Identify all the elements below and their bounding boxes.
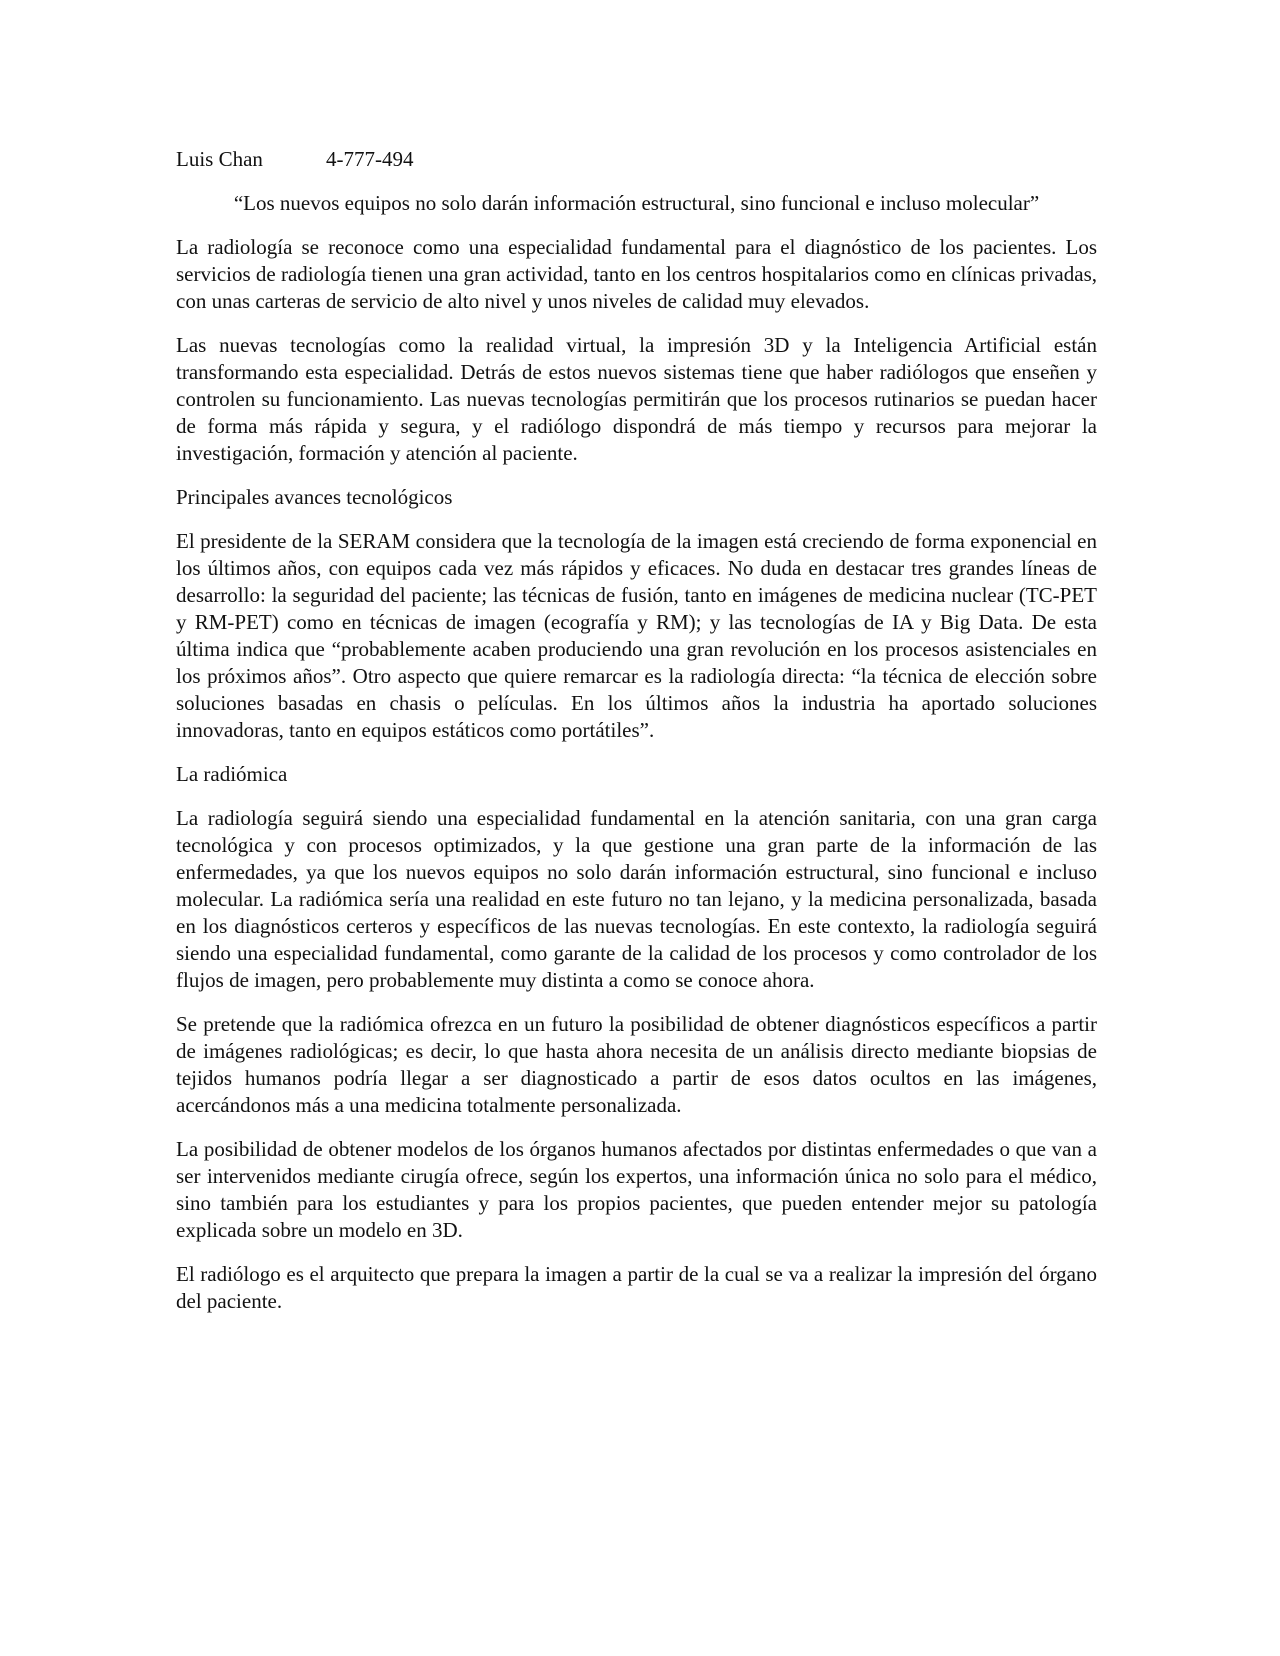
document-content	[176, 146, 1097, 1332]
paragraph-7: El radiólogo es el arquitecto que prepara la imagen a partir de la cual se va a realizar la impresión del órgano del paciente.	[176, 1262, 1097, 1313]
paragraph-1: La radiología se reconoce como una especialidad fundamental para el diagnóstico de los pacientes. Los servicios de radiología tienen una gran actividad, tanto en los centros hospitalarios como en clínicas privadas, con unas carteras de servicio de alto nivel y unos niveles de calidad muy elevados.	[176, 235, 1097, 313]
paragraph-5: Se pretende que la radiómica ofrezca en un futuro la posibilidad de obtener diagnósticos específicos a partir de imágenes radiológicas; es decir, lo que hasta ahora necesita de un análisis directo mediante biopsias de tejidos humanos podría llegar a ser diagnosticado a partir de esos datos ocultos en las imágenes, acercándonos más a una medicina totalmente personalizada.	[176, 1012, 1097, 1117]
paragraph-3: El presidente de la SERAM considera que la tecnología de la imagen está creciendo de forma exponencial en los últimos años, con equipos cada vez más rápidos y eficaces. No duda en destacar tres grandes líneas de desarrollo: la seguridad del paciente; las técnicas de fusión, tanto en imágenes de medicina nuclear (TC-PET y RM-PET) como en técnicas de imagen (ecografía y RM); y las tecnologías de IA y Big Data. De esta última indica que “probablemente acaben produciendo una gran revolución en los procesos asistenciales en los próximos años”. Otro aspecto que quiere remarcar es la radiología directa: “la técnica de elección sobre soluciones basadas en chasis o películas. En los últimos años la industria ha aportado soluciones innovadoras, tanto en equipos estáticos como portátiles”.	[176, 529, 1097, 742]
author-name: Luis Chan	[176, 147, 263, 171]
quote-line: “Los nuevos equipos no solo darán información estructural, sino funcional e incluso molecular”	[233, 191, 1040, 215]
paragraph-2: Las nuevas tecnologías como la realidad virtual, la impresión 3D y la Inteligencia Artificial están transformando esta especialidad. Detrás de estos nuevos sistemas tiene que haber radiólogos que enseñen y controlen su funcionamiento. Las nuevas tecnologías permitirán que los procesos rutinarios se puedan hacer de forma más rápida y segura, y el radiólogo dispondrá de más tiempo y recursos para mejorar la investigación, formación y atención al paciente.	[176, 333, 1097, 465]
id-number: 4-777-494	[326, 147, 414, 171]
paragraph-6: La posibilidad de obtener modelos de los órganos humanos afectados por distintas enfermedades o que van a ser intervenidos mediante cirugía ofrece, según los expertos, una información única no solo para el médico, sino también para los estudiantes y para los propios pacientes, que pueden entender mejor su patología explicada sobre un modelo en 3D.	[176, 1137, 1097, 1242]
paragraph-4: La radiología seguirá siendo una especialidad fundamental en la atención sanitaria, con una gran carga tecnológica y con procesos optimizados, y la que gestione una gran parte de la información de las enfermedades, ya que los nuevos equipos no solo darán información estructural, sino funcional e incluso molecular. La radiómica sería una realidad en este futuro no tan lejano, y la medicina personalizada, basada en los diagnósticos certeros y específicos de las nuevas tecnologías. En este contexto, la radiología seguirá siendo una especialidad fundamental, como garante de la calidad de los procesos y como controlador de los flujos de imagen, pero probablemente muy distinta a como se conoce ahora.	[176, 806, 1097, 992]
header-line	[176, 146, 1097, 173]
section-heading-radiomica: La radiómica	[176, 762, 288, 786]
section-heading-avances: Principales avances tecnológicos	[176, 485, 453, 509]
